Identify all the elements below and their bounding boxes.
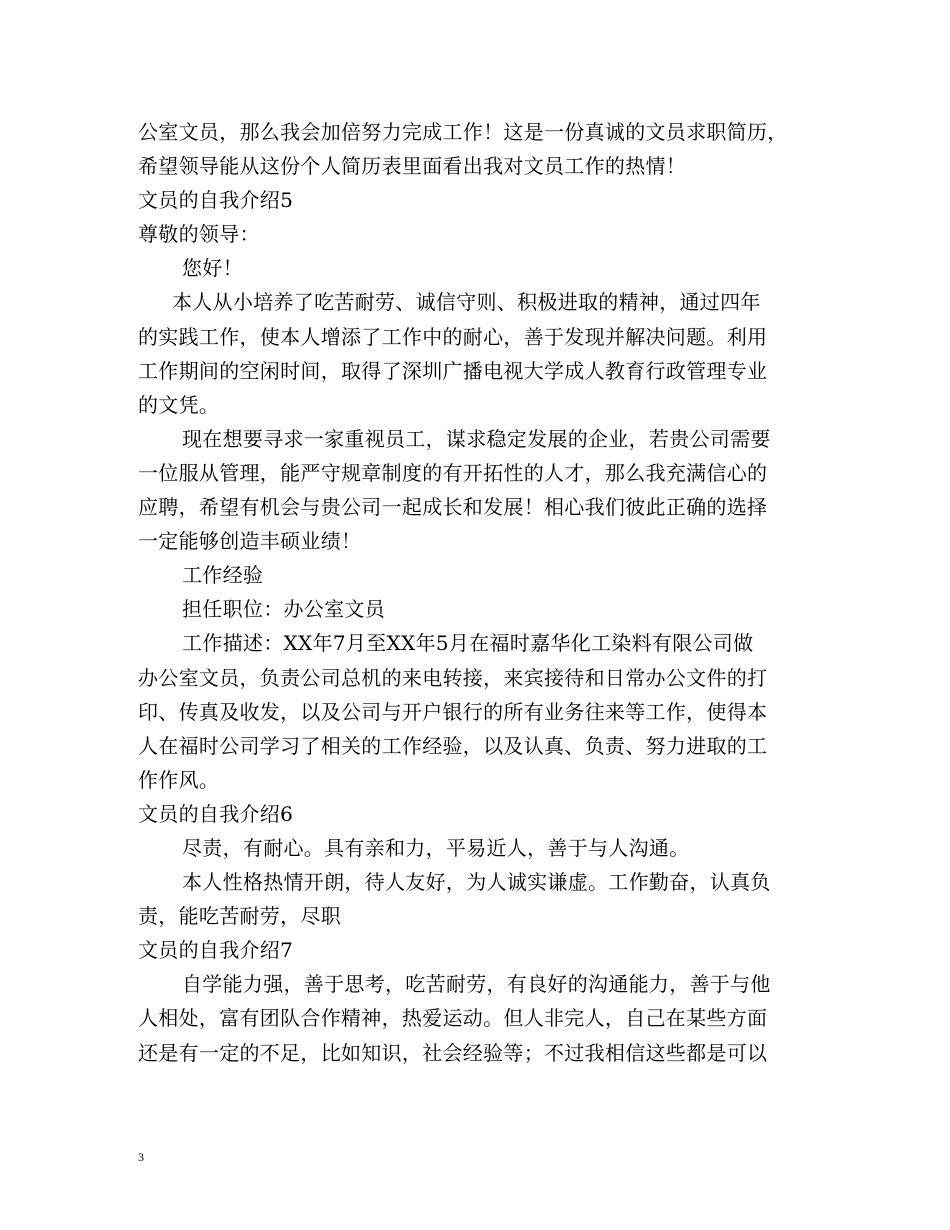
text-line: 工作经验 xyxy=(182,563,264,588)
page-number: 3 xyxy=(138,1150,144,1164)
text-line: 办公室文员，负责公司总机的来电转接，来宾接待和日常办公文件的打 xyxy=(138,665,768,690)
text-line: 自学能力强，善于思考，吃苦耐劳，有良好的沟通能力，善于与他 xyxy=(182,972,771,997)
text-line: 人在福时公司学习了相关的工作经验，以及认真、负责、努力进取的工 xyxy=(138,733,768,758)
text-line: 还是有一定的不足，比如知识，社会经验等；不过我相信这些都是可以 xyxy=(138,1040,768,1065)
text-line: 尊敬的领导： xyxy=(138,222,260,247)
text-line: 的实践工作，使本人增添了工作中的耐心，善于发现并解决问题。利用 xyxy=(138,324,768,349)
text-line: 现在想要寻求一家重视员工，谋求稳定发展的企业，若贵公司需要 xyxy=(182,426,771,451)
text-line: 希望领导能从这份个人简历表里面看出我对文员工作的热情！ xyxy=(138,154,687,179)
text-line: 尽责，有耐心。具有亲和力，平易近人，善于与人沟通。 xyxy=(182,835,690,860)
text-line: 应聘，希望有机会与贵公司一起成长和发展！相心我们彼此正确的选择 xyxy=(138,495,768,520)
text-line: 担任职位：办公室文员 xyxy=(182,597,385,622)
text-line: 印、传真及收发，以及公司与开户银行的所有业务往来等工作，使得本 xyxy=(138,699,768,724)
text-line: 作作风。 xyxy=(138,767,220,792)
text-line: 您好！ xyxy=(182,256,243,281)
text-line: 工作描述：XX年7月至XX年5月在福时嘉华化工染料有限公司做 xyxy=(182,631,754,656)
text-line: 文员的自我介绍6 xyxy=(138,801,294,826)
document-body xyxy=(138,115,828,1070)
text-line: 人相处，富有团队合作精神，热爱运动。但人非完人，自己在某些方面 xyxy=(138,1006,768,1031)
text-line: 工作期间的空闲时间，取得了深圳广播电视大学成人教育行政管理专业 xyxy=(138,358,768,383)
text-line: 本人从小培养了吃苦耐劳、诚信守则、积极进取的精神，通过四年 xyxy=(172,290,761,315)
text-line: 责，能吃苦耐劳，尽职 xyxy=(138,904,341,929)
text-line: 公室文员，那么我会加倍努力完成工作！这是一份真诚的文员求职简历， xyxy=(138,120,788,144)
text-line: 本人性格热情开朗，待人友好，为人诚实谦虚。工作勤奋，认真负 xyxy=(182,870,771,895)
text-line: 一定能够创造丰硕业绩！ xyxy=(138,529,362,554)
text-line: 文员的自我介绍5 xyxy=(138,188,294,213)
text-line: 的文凭。 xyxy=(138,392,220,417)
text-line: 一位服从管理，能严守规章制度的有开拓性的人才，那么我充满信心的 xyxy=(138,460,768,485)
text-line: 文员的自我介绍7 xyxy=(138,938,294,963)
